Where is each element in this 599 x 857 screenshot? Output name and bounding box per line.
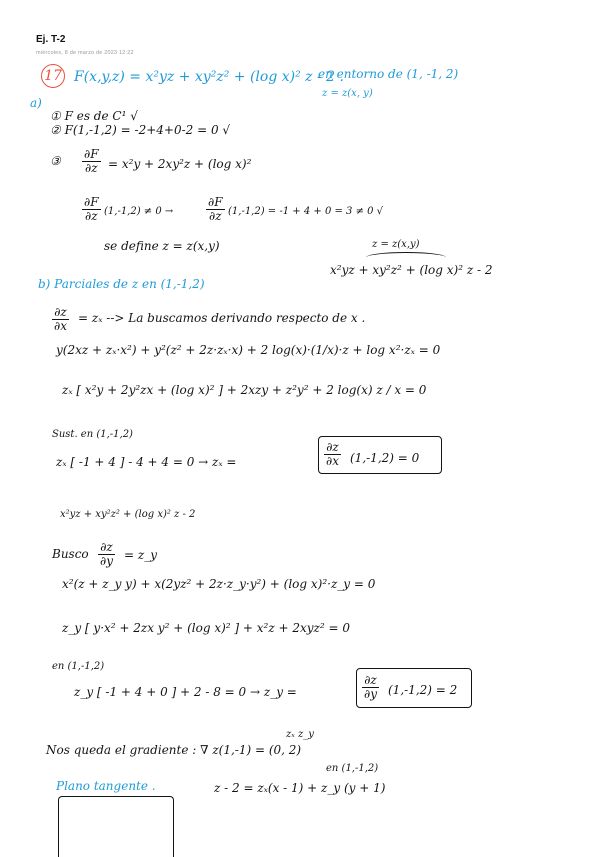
problem-function: F(x,y,z) = x²yz + xy²z² + (log x)² z - 2 . xyxy=(74,69,344,85)
dfdz-expression: = x²y + 2xy²z + (log x)² xyxy=(108,157,252,171)
part-b-label: b) Parciales de z en (1,-1,2) xyxy=(38,277,205,291)
problem-environment: en entorno de (1, -1, 2) xyxy=(318,67,459,81)
dfdz-check-right: (1,-1,2) = -1 + 4 + 0 = 3 ≠ 0 √ xyxy=(228,206,384,217)
zx-def-fraction: $\frac{\partial z}{\partial x}$ xyxy=(54,305,67,333)
en-label: en (1,-1,2) xyxy=(52,661,105,672)
problem-implicit: z = z(x, y) xyxy=(322,88,373,99)
dfdz-den: ∂z xyxy=(85,160,98,175)
derivation-line-2: zₓ [ x²y + 2y²zx + (log x)² ] + 2xzy + z²y² + 2 log(x) z / x = 0 xyxy=(62,383,427,397)
tangent-label: Plano tangente . xyxy=(56,779,156,793)
tangent-expression: z - 2 = zₓ(x - 1) + z_y (y + 1) xyxy=(214,781,386,795)
derivation-line-5: z_y [ y·x² + 2zx y² + (log x)² ] + x²z + 2xyz² = 0 xyxy=(62,621,350,635)
derivation-line-3: zₓ [ -1 + 4 ] - 4 + 4 = 0 → zₓ = xyxy=(56,455,237,469)
gradient-line: Nos queda el gradiente : ∇ z(1,-1) = (0, 2) xyxy=(46,743,302,757)
part-a-step1: ① F es de C¹ √ xyxy=(50,109,138,123)
derivation-line-1: y(2xz + zₓ·x²) + y²(z² + 2z·zₓ·x) + 2 log(x)·(1/x)·z + log x²·zₓ = 0 xyxy=(56,343,441,357)
page-title: Ej. T-2 xyxy=(36,34,66,45)
part-a-step2: ② F(1,-1,2) = -2+4+0-2 = 0 √ xyxy=(50,123,231,137)
gradient-annotation: zₓ z_y xyxy=(286,729,314,740)
part-a-step3-label: ③ xyxy=(50,154,61,168)
derivation-line-6: z_y [ -1 + 4 + 0 ] + 2 - 8 = 0 → z_y = xyxy=(74,685,297,699)
dfdz-check-left: (1,-1,2) ≠ 0 → xyxy=(104,206,174,217)
subst-label: Sust. en (1,-1,2) xyxy=(52,429,133,440)
side-note-top: z = z(x,y) xyxy=(372,239,420,250)
zy-result: (1,-1,2) = 2 xyxy=(388,683,458,697)
dfdz-fraction-check-left: $\frac{\partial F}{\partial z}$ xyxy=(84,195,99,223)
problem-number-badge: 17 xyxy=(41,64,65,88)
side-note-brace xyxy=(366,252,446,263)
busco-label: Busco xyxy=(52,547,89,561)
side-note-expression: x²yz + xy²z² + (log x)² z - 2 xyxy=(330,263,493,277)
dfdz-fraction xyxy=(82,148,101,174)
part-a-label: a) xyxy=(30,96,42,110)
zx-result: (1,-1,2) = 0 xyxy=(350,451,420,465)
zy-def-text: = z_y xyxy=(124,548,157,562)
repeat-expression: x²yz + xy²z² + (log x)² z - 2 xyxy=(60,509,196,520)
dfdz-num: ∂F xyxy=(84,147,99,161)
zy-result-fraction: $\frac{\partial z}{\partial y}$ xyxy=(364,673,377,701)
page-timestamp: miércoles, 8 de marzo de 2023 12:22 xyxy=(36,50,134,56)
zy-def-fraction: $\frac{\partial z}{\partial y}$ xyxy=(100,540,113,568)
dfdz-fraction-check-right: $\frac{\partial F}{\partial z}$ xyxy=(208,195,223,223)
zx-result-fraction: $\frac{\partial z}{\partial x}$ xyxy=(326,440,339,468)
derivation-line-4: x²(z + z_y y) + x(2yz² + 2z·z_y·y²) + (log x)²·z_y = 0 xyxy=(62,577,376,591)
zx-def-text: = zₓ --> La buscamos derivando respecto de x . xyxy=(78,311,366,325)
defines-line: se define z = z(x,y) xyxy=(104,239,220,253)
tangent-annotation: en (1,-1,2) xyxy=(326,763,379,774)
